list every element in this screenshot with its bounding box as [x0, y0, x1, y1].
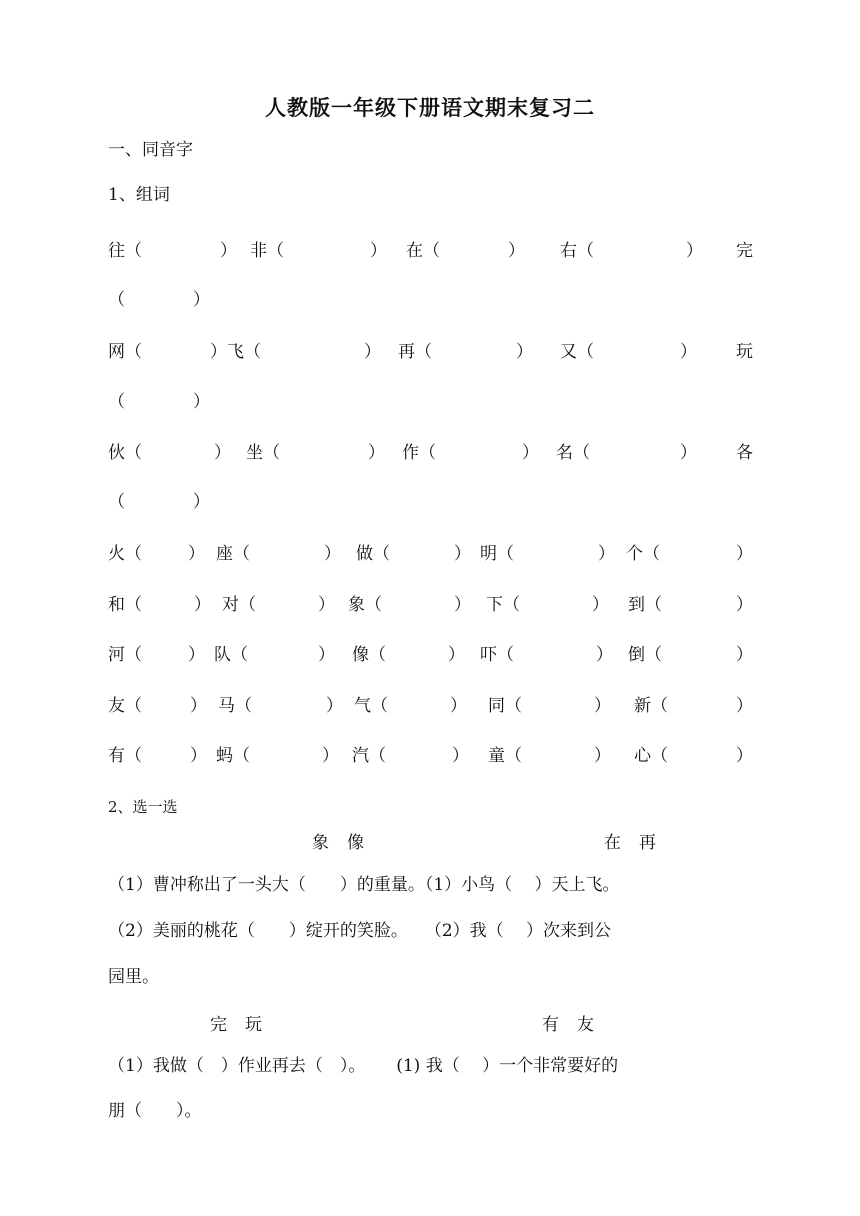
continuation-row-3: [108, 490, 753, 514]
cell: 童（: [488, 746, 522, 766]
cell: 网（: [108, 342, 142, 362]
cell: ）: [598, 544, 615, 564]
page-title: 人教版一年级下册语文期末复习二: [265, 95, 595, 120]
cell: ）: [194, 595, 211, 615]
cell: ）: [220, 241, 237, 261]
cell: 象（: [348, 595, 382, 615]
cell: ）: [736, 595, 753, 615]
cell: 玩: [736, 342, 753, 362]
cell: ）: [452, 746, 469, 766]
cell: 和（: [108, 595, 142, 615]
cell: 蚂（: [216, 746, 250, 766]
cell: ）: [190, 696, 207, 716]
word-row-7: [108, 694, 753, 718]
cell: 河（: [108, 645, 142, 665]
word-row-4: [108, 542, 753, 566]
cell: ）: [736, 746, 753, 766]
cell: 到（: [628, 595, 662, 615]
cell: ）: [596, 645, 613, 665]
cell: 座（: [216, 544, 250, 564]
cell: 明（: [480, 544, 514, 564]
cell: ）: [318, 595, 335, 615]
sentence-2-continuation: 园里。: [108, 967, 159, 987]
cell: ）: [686, 241, 703, 261]
cell: 气（: [354, 696, 388, 716]
cell: 名（: [556, 443, 590, 463]
cell: 像（: [352, 645, 386, 665]
cell: 往（: [108, 241, 142, 261]
cell: 非（: [250, 241, 284, 261]
cell: ）: [370, 241, 387, 261]
word-group-row-2: [108, 340, 753, 364]
choice-pair-1-right: 在再: [604, 833, 674, 853]
cell: ）: [508, 241, 525, 261]
continuation-row-1: [108, 288, 753, 312]
cell: 有（: [108, 746, 142, 766]
cell: ）: [450, 696, 467, 716]
cell: 火（: [108, 544, 142, 564]
question-1-label: 1、组词: [108, 185, 170, 205]
cell: ）: [454, 595, 471, 615]
cell: ）: [594, 746, 611, 766]
cell: ）: [448, 645, 465, 665]
cell: ）: [736, 696, 753, 716]
cell: ）: [454, 544, 471, 564]
cell: 个（: [626, 544, 660, 564]
cell: 再（: [398, 342, 432, 362]
cell: ）: [680, 342, 697, 362]
cell: ）: [516, 342, 533, 362]
sentence-2: （2）美丽的桃花（ ）绽开的笑脸。 （2）我（ ）次来到公: [108, 921, 612, 941]
cell: ）: [736, 645, 753, 665]
cell: ）: [324, 544, 341, 564]
cell: 汽（: [352, 746, 386, 766]
cell: ）: [680, 443, 697, 463]
cell: 在（: [406, 241, 440, 261]
cell: 倒（: [628, 645, 662, 665]
cell: ）: [736, 544, 753, 564]
word-row-6: [108, 643, 753, 667]
cell: ）: [592, 595, 609, 615]
cell: ）: [364, 342, 381, 362]
cell: ）: [326, 696, 343, 716]
cell: 下（: [486, 595, 520, 615]
cell: 心（: [634, 746, 668, 766]
cell: ）: [214, 443, 231, 463]
cell: 友（: [108, 696, 142, 716]
cell: （ ）: [108, 290, 210, 310]
cell: 坐（: [246, 443, 280, 463]
cell: ）飞（: [210, 342, 261, 362]
choice-pair-2-right: 有友: [542, 1015, 612, 1035]
cell: ）: [188, 544, 205, 564]
cell: ）: [322, 746, 339, 766]
word-group-row-3: [108, 441, 753, 465]
cell: 完: [736, 241, 753, 261]
sentence-3-continuation: 朋（ ）。: [108, 1101, 202, 1121]
cell: 作（: [402, 443, 436, 463]
word-row-5: [108, 593, 753, 617]
cell: （ ）: [108, 392, 210, 412]
word-group-row-1: [108, 239, 753, 263]
cell: ）: [190, 746, 207, 766]
word-row-8: [108, 744, 753, 768]
choice-pair-2-left: 完玩: [210, 1015, 280, 1035]
cell: 新（: [634, 696, 668, 716]
cell: 对（: [222, 595, 256, 615]
cell: 同（: [488, 696, 522, 716]
cell: （ ）: [108, 492, 210, 512]
cell: ）: [188, 645, 205, 665]
sentence-1: （1）曹冲称出了一头大（ ）的重量。（1）小鸟（ ）天上飞。: [108, 875, 620, 895]
continuation-row-2: [108, 390, 753, 414]
cell: 吓（: [480, 645, 514, 665]
choice-pair-1-left: 象像: [312, 833, 382, 853]
cell: 伙（: [108, 443, 142, 463]
cell: ）: [368, 443, 385, 463]
cell: 做（: [356, 544, 390, 564]
cell: ）: [318, 645, 335, 665]
cell: 右（: [560, 241, 594, 261]
sentence-3: （1）我做（ ）作业再去（ ）。 (1) 我（ ）一个非常要好的: [108, 1056, 619, 1076]
cell: ）: [522, 443, 539, 463]
question-2-label: 2、选一选: [108, 798, 178, 816]
cell: 各: [736, 443, 753, 463]
cell: 队（: [214, 645, 248, 665]
cell: 马（: [218, 696, 252, 716]
cell: ）: [594, 696, 611, 716]
section-heading-homophones: 一、同音字: [108, 140, 193, 160]
cell: 又（: [560, 342, 594, 362]
